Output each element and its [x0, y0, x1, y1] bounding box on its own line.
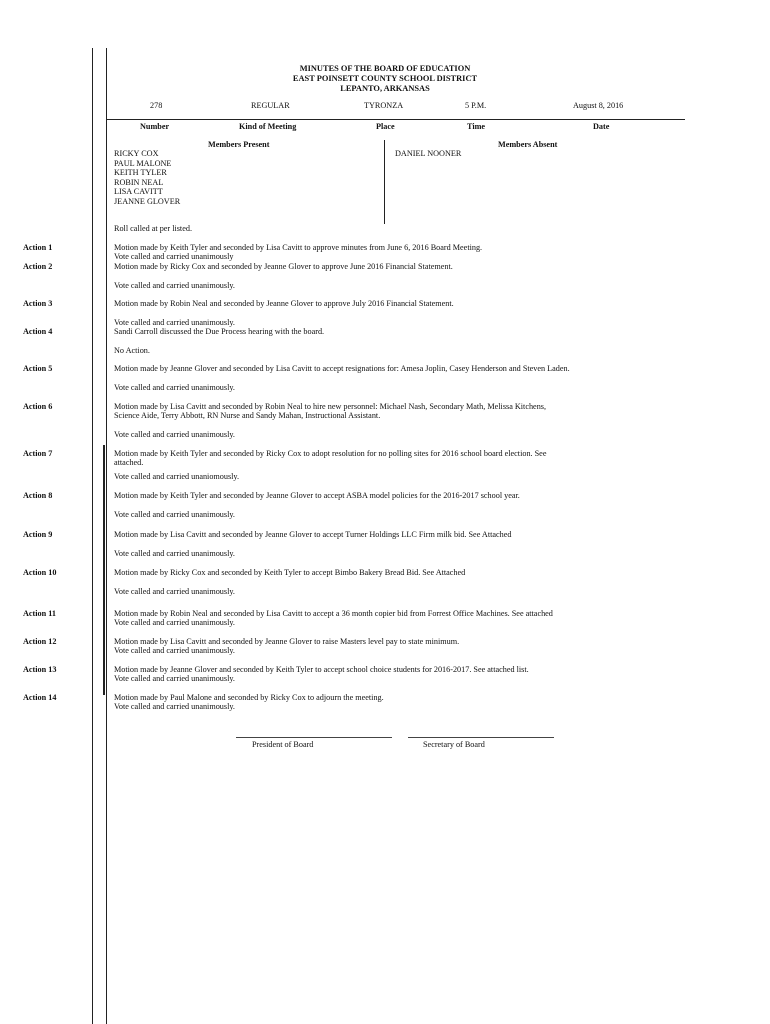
action-text: Vote called and carried unanimously. — [114, 383, 235, 392]
member-present: ROBIN NEAL — [114, 177, 164, 187]
action-label: Action 4 — [23, 327, 53, 336]
label-place: Place — [376, 122, 395, 131]
action-text: Motion made by Lisa Cavitt and seconded by Jeanne Glover to raise Masters level pay to state minimum. — [114, 637, 460, 646]
action-label: Action 14 — [23, 693, 57, 702]
meeting-place: TYRONZA — [364, 101, 404, 110]
members-present-label: Members Present — [208, 140, 270, 149]
action-label: Action 5 — [23, 364, 53, 373]
action-text: Motion made by Ricky Cox and seconded by Jeanne Glover to approve June 2016 Financial Statement. — [114, 262, 453, 271]
action-label: Action 1 — [23, 243, 53, 252]
label-time: Time — [467, 122, 486, 131]
action-text: Vote called and carried unanimously. — [114, 646, 235, 655]
action-text: Motion made by Robin Neal and seconded by Lisa Cavitt to accept a 36 month copier bid from Forrest Office Machines. See attached — [114, 609, 553, 618]
action-text: Vote called and carried unanimously. — [114, 549, 235, 558]
action-text: Motion made by Keith Tyler and seconded by Ricky Cox to adopt resolution for no polling sites for 2016 school board election. See — [114, 449, 547, 458]
action-text: Motion made by Lisa Cavitt and seconded by Robin Neal to hire new personnel: Michael Nash, Secondary Math, Melissa Kitchens, — [114, 402, 547, 411]
action-text: Motion made by Paul Malone and seconded by Ricky Cox to adjourn the meeting. — [114, 693, 384, 702]
action-label: Action 12 — [23, 637, 57, 646]
action-text: Sandi Carroll discussed the Due Process hearing with the board. — [114, 327, 325, 336]
member-absent: DANIEL NOONER — [395, 149, 462, 158]
document-title-line-3: LEPANTO, ARKANSAS — [340, 84, 430, 93]
action-text: Vote called and carried unanimously. — [114, 318, 235, 327]
action-text: Motion made by Robin Neal and seconded by Jeanne Glover to approve July 2016 Financial Statement. — [114, 299, 454, 308]
president-signature-line — [236, 737, 392, 738]
meeting-time: 5 P.M. — [465, 101, 487, 110]
action-label: Action 3 — [23, 299, 53, 308]
action-text: Motion made by Jeanne Glover and seconded by Keith Tyler to accept school choice students for 2016-2017. See attached list. — [114, 665, 529, 674]
action-label: Action 13 — [23, 665, 57, 674]
left-margin-rule-bold — [103, 445, 105, 695]
label-kind: Kind of Meeting — [239, 122, 297, 131]
action-text: Vote called and carried unanimously. — [114, 587, 235, 596]
member-present: LISA CAVITT — [114, 187, 163, 196]
action-label: Action 10 — [23, 568, 57, 577]
action-label: Action 6 — [23, 402, 53, 411]
document-title-line-1: MINUTES OF THE BOARD OF EDUCATION — [299, 64, 471, 73]
document-title-line-2: EAST POINSETT COUNTY SCHOOL DISTRICT — [292, 74, 478, 83]
action-text: Vote called and carried unanimously. — [114, 674, 235, 683]
secretary-signature-label: Secretary of Board — [423, 740, 485, 749]
members-absent-label: Members Absent — [498, 140, 558, 149]
action-text: Science Aide, Terry Abbott, RN Nurse and Sandy Mahan, Instructional Assistant. — [114, 411, 381, 420]
action-label: Action 11 — [23, 609, 56, 618]
action-label: Action 8 — [23, 491, 53, 500]
meeting-date: August 8, 2016 — [573, 101, 624, 110]
attendance-divider — [384, 140, 385, 224]
action-text: Motion made by Ricky Cox and seconded by Keith Tyler to accept Bimbo Bakery Bread Bid. See Attached — [114, 568, 466, 577]
header-divider — [107, 119, 685, 120]
action-text: Vote called and carried unanimously. — [114, 430, 235, 439]
action-text: Motion made by Lisa Cavitt and seconded by Jeanne Glover to accept Turner Holdings LLC Firm milk bid. See Attached — [114, 530, 512, 539]
action-text: Motion made by Keith Tyler and seconded by Jeanne Glover to accept ASBA model policies for the 2016-2017 school year. — [114, 491, 520, 500]
action-text: Motion made by Keith Tyler and seconded by Lisa Cavitt to approve minutes from June 6, 2016 Board Meeting. — [114, 243, 483, 252]
action-text: No Action. — [114, 346, 150, 355]
label-number: Number — [140, 122, 170, 131]
left-margin-rule-inner — [106, 48, 107, 1024]
meeting-number: 278 — [150, 101, 163, 110]
action-text: Vote called and carried unanimously. — [114, 702, 235, 711]
secretary-signature-line — [408, 737, 554, 738]
member-present: PAUL MALONE — [114, 158, 172, 168]
roll-call-note: Roll called at per listed. — [114, 224, 192, 233]
action-text: Vote called and carried unanimously — [114, 252, 234, 261]
label-date: Date — [593, 122, 610, 131]
action-label: Action 7 — [23, 449, 53, 458]
action-text: attached. — [114, 458, 144, 467]
left-margin-rule-outer — [92, 48, 93, 1024]
action-text: Vote called and carried unaniomously. — [114, 472, 240, 481]
action-text: Motion made by Jeanne Glover and seconded by Lisa Cavitt to accept resignations for: Amesa Joplin, Casey Henderson and Steven Laden. — [114, 364, 570, 373]
meeting-kind: REGULAR — [251, 101, 290, 110]
action-label: Action 2 — [23, 262, 53, 271]
president-signature-label: President of Board — [252, 740, 314, 749]
member-present: KEITH TYLER — [114, 168, 167, 177]
action-text: Vote called and carried unanimously. — [114, 618, 235, 627]
member-present: RICKY COX — [114, 149, 159, 158]
action-label: Action 9 — [23, 530, 53, 539]
action-text: Vote called and carried unanimously. — [114, 510, 235, 519]
member-present: JEANNE GLOVER — [114, 196, 181, 206]
action-text: Vote called and carried unanimously. — [114, 281, 235, 290]
